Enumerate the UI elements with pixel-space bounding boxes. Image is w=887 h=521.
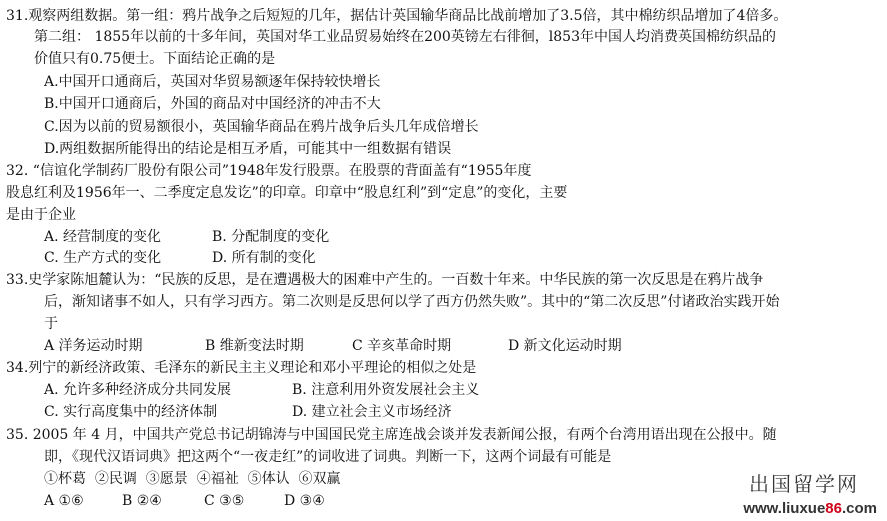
q33-option-a: A 洋务运动时期 [44,338,143,354]
q33-stem-line-2: 后，渐知诸事不如人，只有学习西方。第二次则是反思何以学了西方仍然失败”。其中的“第二次反思”付诸政治实践开始 [44,294,780,310]
q33-stem-line-3: 于 [44,316,58,332]
q35-option-b: B ②④ [122,493,162,509]
q34-option-a: A. 允许多种经济成分共同发展 [44,382,232,398]
q33-option-c: C 辛亥革命时期 [352,338,452,354]
q34-option-d: D. 建立社会主义市场经济 [292,404,452,420]
q35-option-c: C ③⑤ [204,493,245,509]
q31-stem-line-3: 价值只有0.75便士。下面结论正确的是 [34,51,276,67]
q31-option-d: D.两组数据所能得出的结论是相互矛盾，可能其中一组数据有错误 [44,141,452,157]
q34-stem-line-1: 34.列宁的新经济政策、毛泽东的新民主主义理论和邓小平理论的相似之处是 [6,360,477,376]
q35-option-d: D ③④ [284,493,325,509]
q31-stem-line-1: 31.观察两组数据。第一组：鸦片战争之后短短的几年，据估计英国输华商品比战前增加了3.5倍，其中棉纺织品增加了4倍多。 [6,8,788,24]
q32-option-c: C. 生产方式的变化 [44,250,162,266]
q34-option-c: C. 实行高度集中的经济体制 [44,404,218,420]
q31-option-a: A.中国开口通商后，英国对华贸易额逐年保持较快增长 [44,74,381,90]
q33-option-b: B 维新变法时期 [205,338,304,354]
q32-option-b: B. 分配制度的变化 [212,229,330,245]
q32-stem-line-2: 股息红利及1956年一、二季度定息发讫”的印章。印章中“股息红利”到“定息”的变化，主要 [6,185,568,201]
q31-option-b: B.中国开口通商后，外国的商品对中国经济的冲击不大 [44,96,381,112]
watermark-url [743,500,877,517]
q32-option-d: D. 所有制的变化 [212,250,316,266]
q32-stem-line-1: 32. “信谊化学制药厂股份有限公司”1948年发行股票。在股票的背面盖有“1955年度 [6,163,532,179]
q33-option-d: D 新文化运动时期 [508,338,622,354]
watermark-title: 出国留学网 [749,472,859,496]
q35-stem-line-1: 35. 2005 年 4 月，中国共产党总书记胡锦涛与中国国民党主席连战会谈并发表新闻公报，有两个台湾用语出现在公报中。随 [6,427,777,443]
q32-option-a: A. 经营制度的变化 [44,229,162,245]
q35-stem-line-2: 即，《现代汉语词典》把这两个“一夜走红”的词收进了词典。判断一下，这两个词最有可能是 [44,449,612,465]
q33-stem-line-1: 33.史学家陈旭麓认为：“民族的反思，是在遭遇极大的困难中产生的。一百数十年来。中华民族的第一次反思是在鸦片战争 [6,272,764,288]
q35-word-list: ①杯葛 ②民调 ③愿景 ④福祉 ⑤体认 ⑥双赢 [44,471,341,487]
q31-option-c: C.因为以前的贸易额很小，英国输华商品在鸦片战争后头几年成倍增长 [44,119,479,135]
q35-option-a: A ①⑥ [44,493,84,509]
watermark-url-suffix: .com [841,500,877,517]
watermark-url-number: 86 [825,500,842,517]
q34-option-b: B. 注意利用外资发展社会主义 [292,382,480,398]
q32-stem-line-3: 是由于企业 [6,207,76,223]
q31-stem-line-2: 第二组： 1855年以前的十多年间，英国对华工业品贸易始终在200英镑左右徘徊，l853年中国人均消费英国棉纺织品的 [34,29,776,45]
watermark-url-prefix: www.liuxue [743,500,826,517]
